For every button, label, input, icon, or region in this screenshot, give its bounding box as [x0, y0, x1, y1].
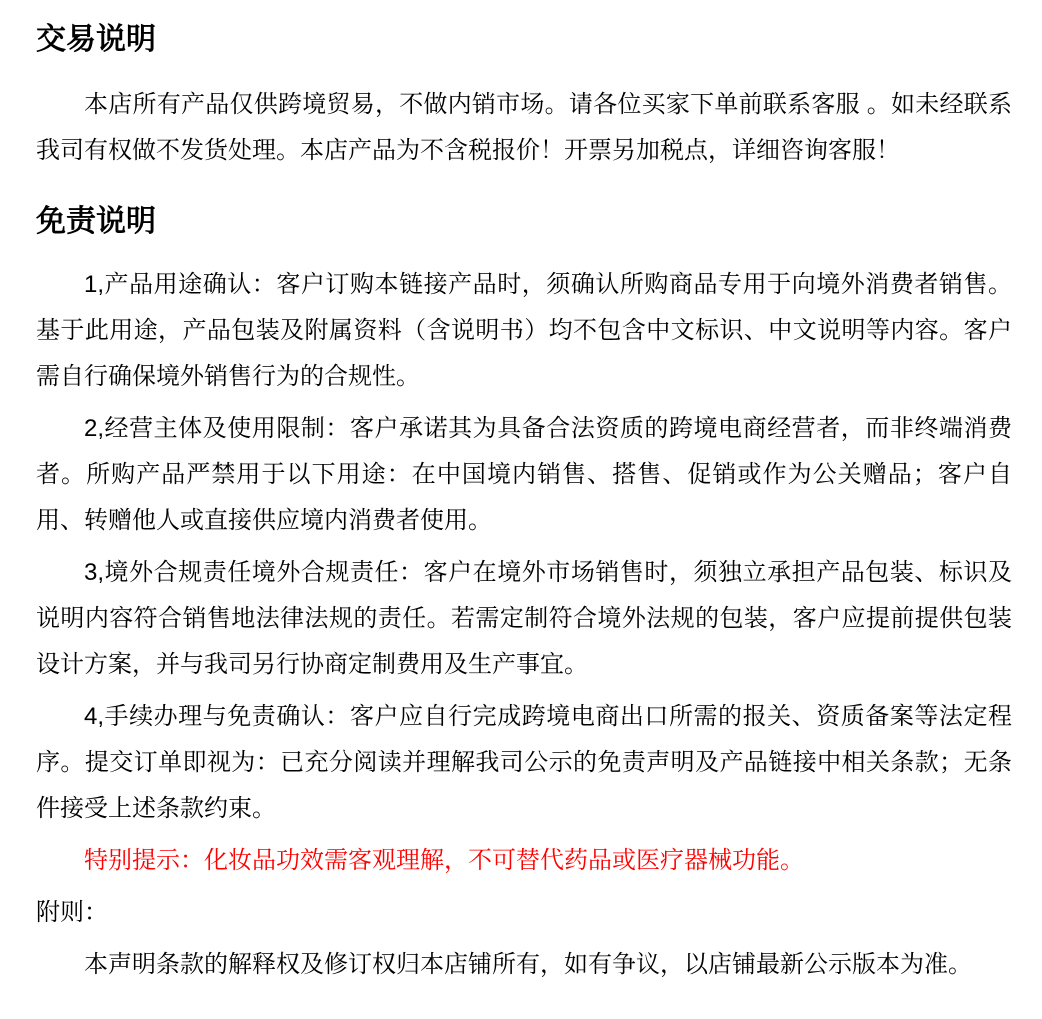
- appendix-body: 本声明条款的解释权及修订权归本店铺所有，如有争议，以店铺最新公示版本为准。: [84, 951, 972, 978]
- trade-section-body: 本店所有产品仅供跨境贸易，不做内销市场。请各位买家下单前联系客服 。如未经联系我司有权做不发货处理。本店产品为不含税报价！开票另加税点，详细咨询客服！: [36, 91, 1012, 164]
- disclaimer-clause-4: 4,手续办理与免责确认：客户应自行完成跨境电商出口所需的报关、资质备案等法定程序。提交订单即视为：已充分阅读并理解我司公示的免责声明及产品链接中相关条款；无条件接受上述条款约束。: [36, 703, 1012, 822]
- disclaimer-clause-1: 1,产品用途确认：客户订购本链接产品时，须确认所购商品专用于向境外消费者销售。基于此用途，产品包装及附属资料（含说明书）均不包含中文标识、中文说明等内容。客户需自行确保境外销售行为的合规性。: [36, 271, 1012, 390]
- appendix-label: 附则：: [36, 899, 108, 926]
- special-notice: 特别提示：化妆品功效需客观理解，不可替代药品或医疗器械功能。: [84, 847, 804, 874]
- trade-section-title: 交易说明: [36, 23, 156, 56]
- disclaimer-clause-2: 2,经营主体及使用限制：客户承诺其为具备合法资质的跨境电商经营者，而非终端消费者。所购产品严禁用于以下用途：在中国境内销售、搭售、促销或作为公关赠品；客户自用、转赠他人或直接供应境内消费者使用。: [36, 415, 1012, 534]
- disclaimer-clause-3: 3,境外合规责任境外合规责任：客户在境外市场销售时，须独立承担产品包装、标识及说明内容符合销售地法律法规的责任。若需定制符合境外法规的包装，客户应提前提供包装设计方案，并与我司另行协商定制费用及生产事宜。: [36, 559, 1012, 678]
- disclaimer-section-title: 免责说明: [36, 205, 156, 238]
